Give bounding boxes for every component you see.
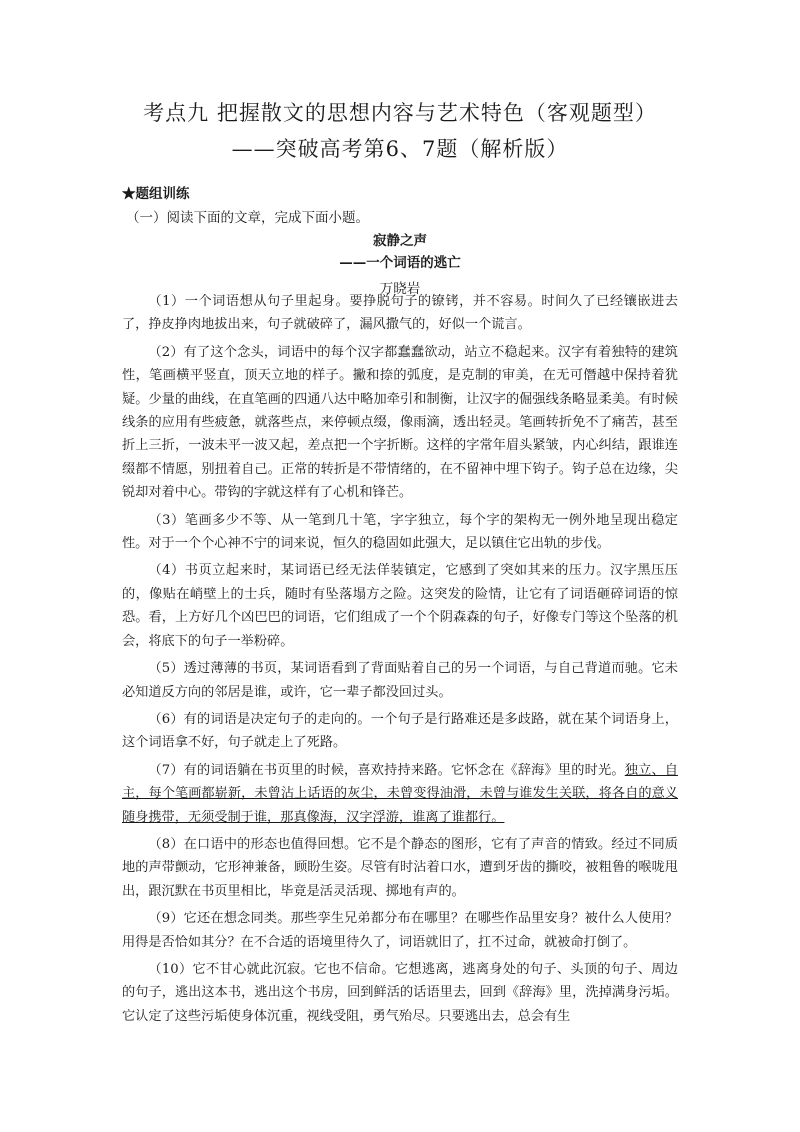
- article-author: 万晓岩: [379, 281, 421, 297]
- paragraph-5: （5）透过薄薄的书页，某词语看到了背面贴着自己的另一个词语，与自己背道而驰。它未必知道反方向的邻居是谁，或许，它一辈子都没回过头。: [122, 661, 678, 700]
- main-subtitle: ——突破高考第6、7题（解析版）: [231, 137, 569, 161]
- paragraph-9: （9）它还在想念同类。那些孪生兄弟都分布在哪里？在哪些作品里安身？被什么人使用？用得是否恰如其分？在不合适的语境里待久了，词语就旧了，扛不过命，就被命打倒了。: [122, 911, 678, 950]
- instruction-text: （一）阅读下面的文章，完成下面小题。: [126, 210, 369, 226]
- article-body: [122, 290, 678, 1032]
- article-title: 寂静之声: [373, 233, 427, 249]
- article-subtitle: ——一个词语的逃亡: [339, 255, 461, 271]
- paragraph-1: （1）一个词语想从句子里起身。要挣脱句子的镣铐，并不容易。时间久了已经镶嵌进去了，挣皮挣肉地拔出来，句子就破碎了，漏风撒气的，好似一个谎言。: [122, 294, 678, 333]
- underlined-passage: 独立、自主，每个笔画都崭新，未曾沾上话语的灰尘，未曾变得油滑，未曾与谁发生关联，将各自的意义随身携带，无须受制于谁，那真像海，汉字浮游，谁离了谁都行。: [122, 762, 678, 825]
- main-title: 考点九 把握散文的思想内容与艺术特色（客观题型）: [143, 101, 657, 125]
- paragraph-8: （8）在口语中的形态也值得回想。它不是个静态的图形，它有了声音的情致。经过不同质地的声带颤动，它形神兼备，顾盼生姿。尽管有时沾着口水，遭到牙齿的撕咬，被粗鲁的喉咙甩出，跟沉默在书页里相比，毕竟是活灵活现、掷地有声的。: [122, 836, 678, 899]
- paragraph-3: （3）笔画多少不等、从一笔到几十笔，字字独立，每个字的架构无一例外地呈现出稳定性。对于一个个心神不宁的词来说，恒久的稳固如此强大，足以镇住它出轨的步伐。: [122, 512, 678, 552]
- section-heading: ★题组训练: [122, 186, 190, 202]
- paragraph-6: （6）有的词语是决定句子的走向的。一个句子是行路难还是多歧路，就在某个词语身上，这个词语拿不好，句子就走上了死路。: [122, 711, 678, 751]
- paragraph-2: （2）有了这个念头，词语中的每个汉字都蠢蠢欲动，站立不稳起来。汉字有着独特的建筑性，笔画横平竖直，顶天立地的样子。撇和捺的弧度，是克制的审美，在无可僭越中保持着犹疑。少量的曲线，在直笔画的四通八达中略加牵引和制衡，让汉字的倔强线条略显柔美。有时候线条的应用有些疲惫，就落些点，来停顿点缀，像雨滴，透出轻灵。笔画转折免不了痛苦，甚至折上三折，一波未平一波又起，差点把一个字折断。这样的字常年眉头紧皱，内心纠结，跟谁连缀都不情愿，别扭着自己。正常的转折是不带情绪的，在不留神中埋下钩子。钩子总在边缘，尖锐却对着中心。带钩的字就这样有了心机和锋芒。: [122, 344, 678, 501]
- paragraph-4: （4）书页立起来时，某词语已经无法佯装镇定，它感到了突如其来的压力。汉字黑压压的，像贴在峭壁上的士兵，随时有坠落塌方之险。这突发的险情，让它有了词语砸碎词语的惊恐。看，上方好几个凶巴巴的词语，它们组成了一个个阴森森的句子，好像专门等这个坠落的机会，将底下的句子一举粉碎。: [122, 563, 678, 649]
- paragraph-10: （10）它不甘心就此沉寂。它也不信命。它想逃离，逃离身处的句子、头顶的句子、周边的句子，逃出这本书，逃出这个书房，回到鲜活的话语里去，回到《辞海》里，洗掉满身污垢。它认定了这些污垢使身体沉重，视线受阻，勇气殆尽。只要逃出去，总会有生: [122, 961, 678, 1024]
- paragraph-7-text: （7）有的词语躺在书页里的时候，喜欢持持来路。它怀念在《辞海》里的时光。: [148, 762, 625, 778]
- paragraph-7: [122, 759, 678, 829]
